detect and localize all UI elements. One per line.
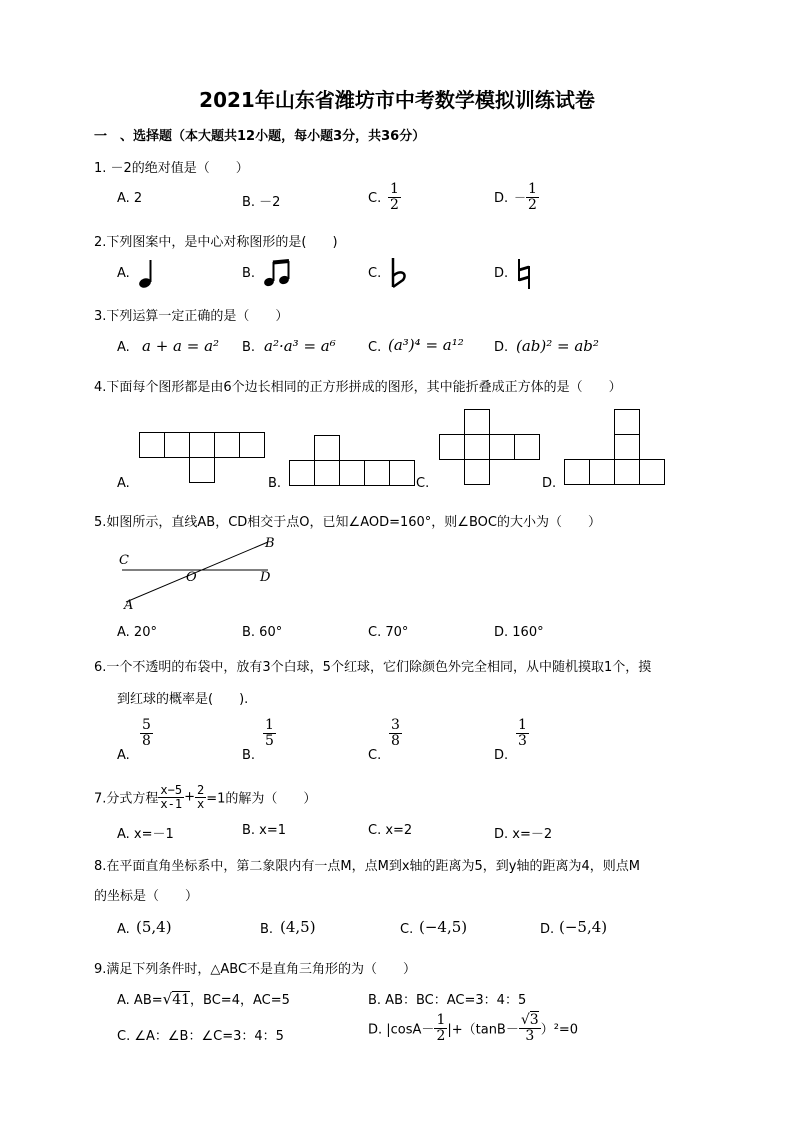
q6-option-d-fraction: $\frac{1}{3}$ <box>518 717 527 749</box>
q9-option-d-fraction-1: $\frac{1}{2}$ <box>436 1012 446 1044</box>
q3-option-c-expression: (a³)⁴ = a¹² <box>388 336 464 354</box>
question-9-stem: 9.满足下列条件时，△ABC不是直角三角形的为（ ） <box>94 962 417 977</box>
page-title: 2021年山东省潍坊市中考数学模拟训练试卷 <box>199 88 595 112</box>
q3-option-c: C. <box>368 340 382 355</box>
q3-option-b: B. <box>242 340 256 355</box>
q9-option-d-fraction-2: $\frac{√3}{3}$ <box>520 1012 539 1044</box>
q9-option-a-radicand: 41 <box>172 992 191 1008</box>
question-4-stem: 4.下面每个图形都是由6个边长相同的正方形拼成的图形，其中能折叠成正方体的是（ ） <box>94 380 622 395</box>
q2-option-b: B. <box>242 266 256 281</box>
question-5-stem: 5.如图所示，直线AB，CD相交于点O，已知∠AOD=160°，则∠BOC的大小为（ ） <box>94 515 601 530</box>
q5-option-d: D. 160° <box>494 625 544 640</box>
q1-option-b: B. －2 <box>242 195 281 210</box>
q3-option-d-expression: (ab)² = ab² <box>516 337 599 355</box>
point-label-d: D <box>260 570 271 585</box>
q7-option-b: B. x=1 <box>242 823 287 838</box>
q5-option-a: A. 20° <box>117 625 157 640</box>
q9-option-d-middle: |+（tanB－ <box>447 1022 519 1038</box>
q4-option-c: C. <box>416 476 430 491</box>
point-label-c: C <box>119 553 129 568</box>
q8-option-c-expression: (−4,5) <box>419 918 468 936</box>
question-7-stem <box>94 784 316 810</box>
natural-sign-icon <box>516 257 534 291</box>
beamed-eighth-notes-icon <box>263 258 293 288</box>
q8-option-a: A. <box>117 922 130 937</box>
q4-option-b: B. <box>268 476 282 491</box>
q8-option-d-expression: (−5,4) <box>559 918 608 936</box>
section-heading: 一 、选择题（本大题共12小题，每小题3分，共36分） <box>94 129 426 144</box>
q4-option-d: D. <box>542 476 557 491</box>
line-ab <box>126 542 271 602</box>
q7-stem-prefix: 7.分式方程 <box>94 791 159 807</box>
question-2-stem: 2.下列图案中，是中心对称图形的是( ) <box>94 235 338 250</box>
q9-option-a-prefix: A. AB= <box>117 993 163 1008</box>
q7-option-c: C. x=2 <box>368 823 413 838</box>
sqrt-symbol: √ <box>162 990 173 1008</box>
q1-option-d: D. <box>494 191 509 206</box>
point-label-a: A <box>124 598 134 613</box>
q9-option-d-prefix: D. |cosA－ <box>368 1022 435 1038</box>
q1-option-a: A. 2 <box>117 191 143 206</box>
point-label-o: O <box>186 570 197 585</box>
question-6-stem-line1: 6.一个不透明的布袋中，放有3个白球，5个红球，它们除颜色外完全相同，从中随机摸取1个，摸 <box>94 660 652 675</box>
q9-option-d <box>368 1013 578 1043</box>
question-1-stem: 1. －2的绝对值是（ ） <box>94 161 249 176</box>
q8-option-a-expression: (5,4) <box>136 918 172 936</box>
q5-intersecting-lines-figure <box>118 536 278 612</box>
q9-option-b: B. AB：BC：AC=3：4：5 <box>368 993 527 1008</box>
q2-option-d: D. <box>494 266 509 281</box>
q4-net-b-figure <box>289 435 415 487</box>
q6-option-a: A. <box>117 748 130 763</box>
q7-option-d: D. x=－2 <box>494 827 553 842</box>
q5-option-c: C. 70° <box>368 625 409 640</box>
q9-option-a-suffix: ，BC=4，AC=5 <box>190 993 290 1008</box>
q6-option-b: B. <box>242 748 256 763</box>
q3-option-a-expression: a + a = a² <box>142 337 220 355</box>
q8-option-c: C. <box>400 922 414 937</box>
q3-option-d: D. <box>494 340 509 355</box>
q8-option-b: B. <box>260 922 274 937</box>
flat-sign-icon <box>390 256 410 290</box>
q8-option-b-expression: (4,5) <box>280 918 316 936</box>
q1-option-c: C. <box>368 191 382 206</box>
q2-option-a: A. <box>117 266 130 281</box>
q7-fraction-1: $\frac{x-5}{x-1}$ <box>160 783 183 811</box>
q9-option-a <box>117 989 290 1008</box>
question-8-stem-line2: 的坐标是（ ） <box>94 889 199 904</box>
q2-option-c: C. <box>368 266 382 281</box>
q6-option-c: C. <box>368 748 382 763</box>
q4-option-a: A. <box>117 476 130 491</box>
q6-option-b-fraction: $\frac{1}{5}$ <box>265 717 274 749</box>
q7-fraction-2: $\frac{2}{x}$ <box>197 783 205 811</box>
q1-option-c-fraction: $\frac{1}{2}$ <box>390 181 399 213</box>
question-6-stem-line2: 到红球的概率是( ). <box>117 692 249 707</box>
q5-option-b: B. 60° <box>242 625 283 640</box>
quarter-note-icon <box>138 258 158 288</box>
question-3-stem: 3.下列运算一定正确的是（ ） <box>94 309 289 324</box>
point-label-b: B <box>265 536 275 551</box>
q4-net-c-figure <box>439 409 541 487</box>
q3-option-a: A. <box>117 340 130 355</box>
q6-option-a-fraction: $\frac{5}{8}$ <box>142 717 151 749</box>
question-8-stem-line1: 8.在平面直角坐标系中，第二象限内有一点M，点M到x轴的距离为5，到y轴的距离为4，则点M <box>94 859 640 874</box>
q1-option-d-fraction: － $\frac{1}{2}$ <box>514 181 537 213</box>
q7-stem-suffix: =1的解为（ ） <box>206 791 317 807</box>
q9-option-c: C. ∠A：∠B：∠C=3：4：5 <box>117 1029 284 1044</box>
q4-net-d-figure <box>564 409 666 487</box>
q3-option-b-expression: a²·a³ = a⁶ <box>264 337 336 355</box>
q7-plus: + <box>184 789 195 805</box>
q6-option-d: D. <box>494 748 509 763</box>
q7-option-a: A. x=－1 <box>117 827 174 842</box>
q9-option-d-suffix: ）²=0 <box>540 1022 579 1038</box>
q4-net-a-figure <box>139 432 265 484</box>
q6-option-c-fraction: $\frac{3}{8}$ <box>391 717 400 749</box>
q8-option-d: D. <box>540 922 555 937</box>
